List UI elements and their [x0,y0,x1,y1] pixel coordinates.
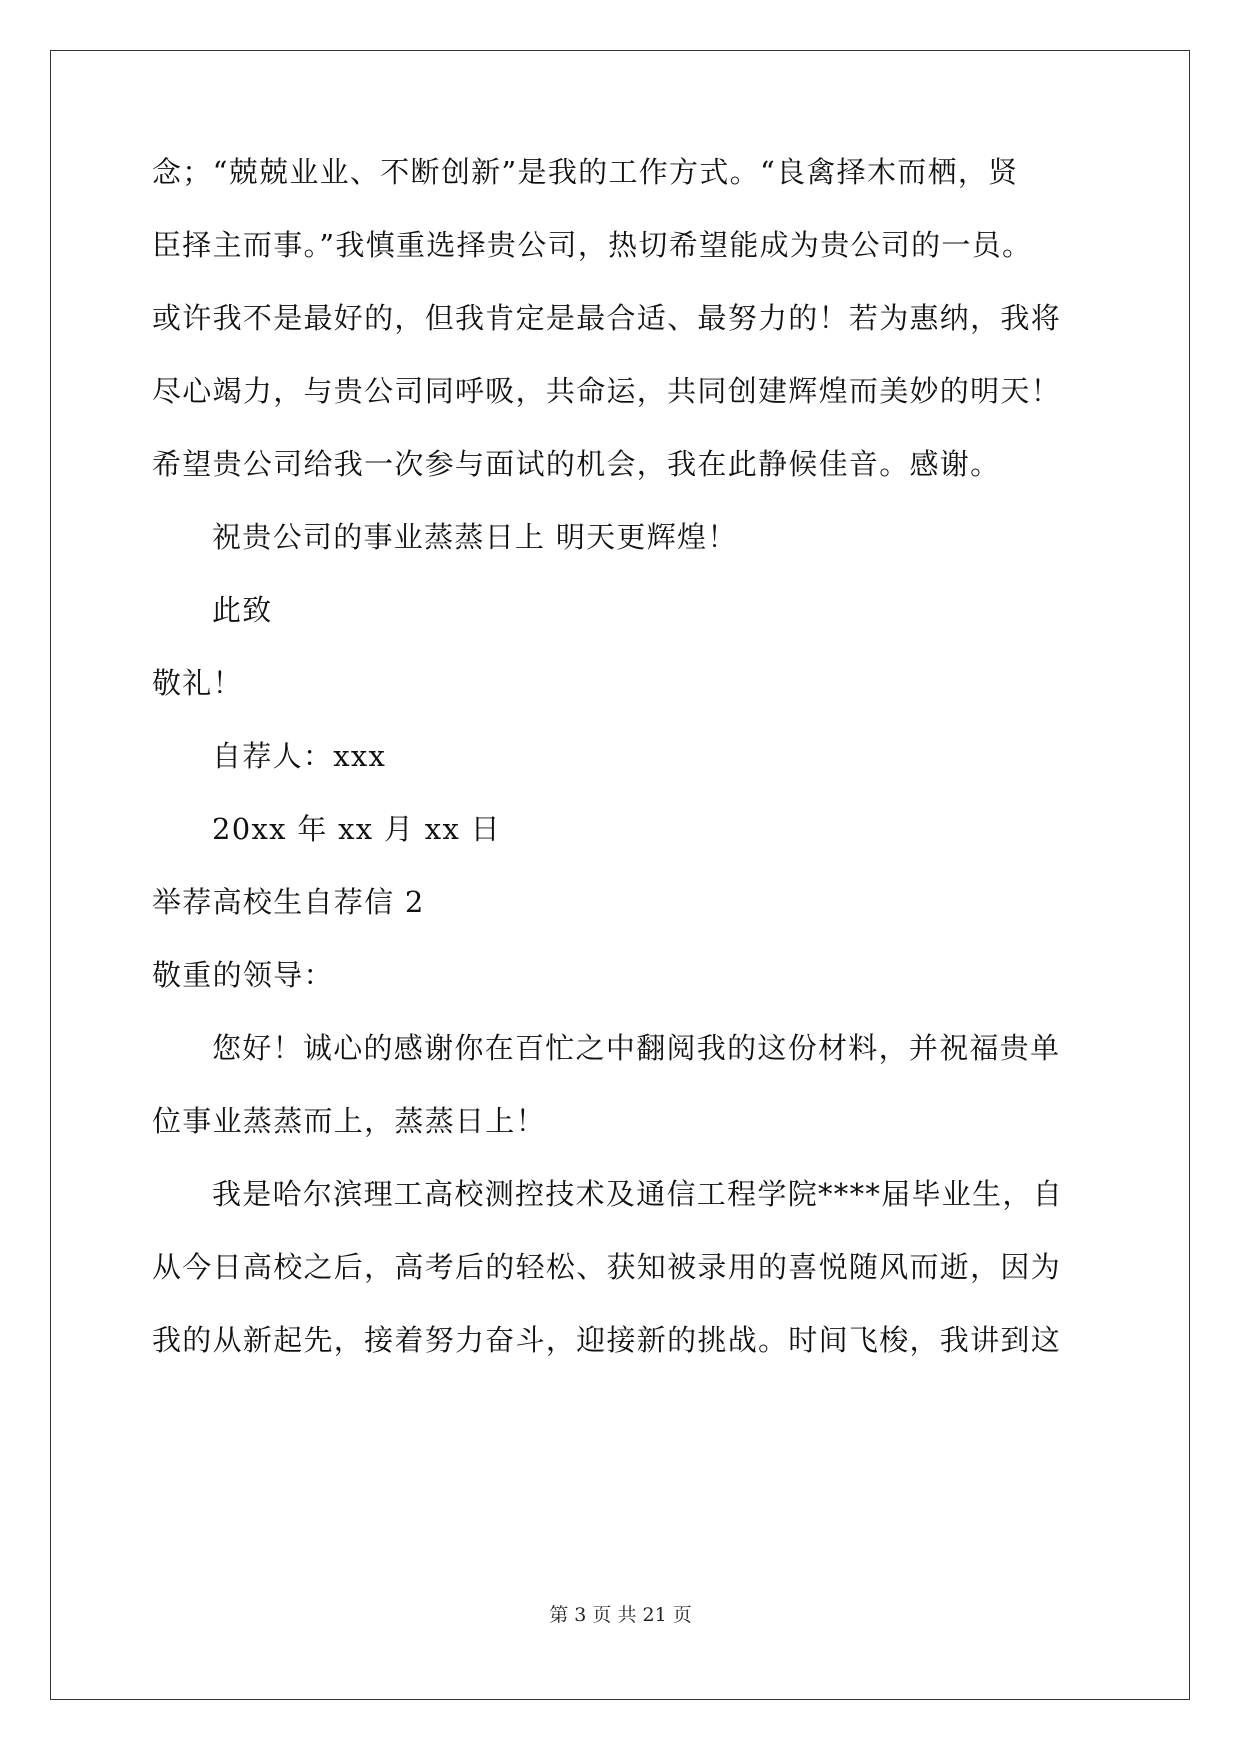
body-text-line: 念；“兢兢业业、不断创新”是我的工作方式。“良禽择木而栖，贤 [152,155,1019,189]
closing-respect: 敬礼！ [152,666,243,700]
date-line: 20xx 年 xx 月 xx 日 [212,812,501,846]
page-number-footer: 第 3 页 共 21 页 [549,1604,692,1626]
body-text-line: 我是哈尔滨理工高校测控技术及通信工程学院****届毕业生，自 [212,1177,1064,1211]
body-text-line: 位事业蒸蒸而上，蒸蒸日上！ [152,1104,546,1138]
greeting-line: 敬重的领导： [152,958,334,992]
wish-line: 祝贵公司的事业蒸蒸日上 明天更辉煌！ [212,520,738,554]
section-title: 举荐高校生自荐信 2 [152,885,425,919]
body-text-line: 从今日高校之后，高考后的轻松、获知被录用的喜悦随风而逝，因为 [152,1250,1062,1284]
body-text-line: 或许我不是最好的，但我肯定是最合适、最努力的！若为惠纳，我将 [152,301,1062,335]
signature-line: 自荐人：xxx [212,739,387,773]
body-text-line: 臣择主而事。”我慎重选择贵公司，热切希望能成为贵公司的一员。 [152,228,1033,262]
closing-salutation: 此致 [212,593,273,627]
body-text-line: 尽心竭力，与贵公司同呼吸，共命运，共同创建辉煌而美妙的明天！ [152,374,1062,408]
body-text-line: 我的从新起先，接着努力奋斗，迎接新的挑战。时间飞梭，我讲到这 [152,1323,1062,1357]
body-text-line: 您好！诚心的感谢你在百忙之中翻阅我的这份材料，并祝福贵单 [212,1031,1061,1065]
body-text-line: 希望贵公司给我一次参与面试的机会，我在此静候佳音。感谢。 [152,447,1001,481]
